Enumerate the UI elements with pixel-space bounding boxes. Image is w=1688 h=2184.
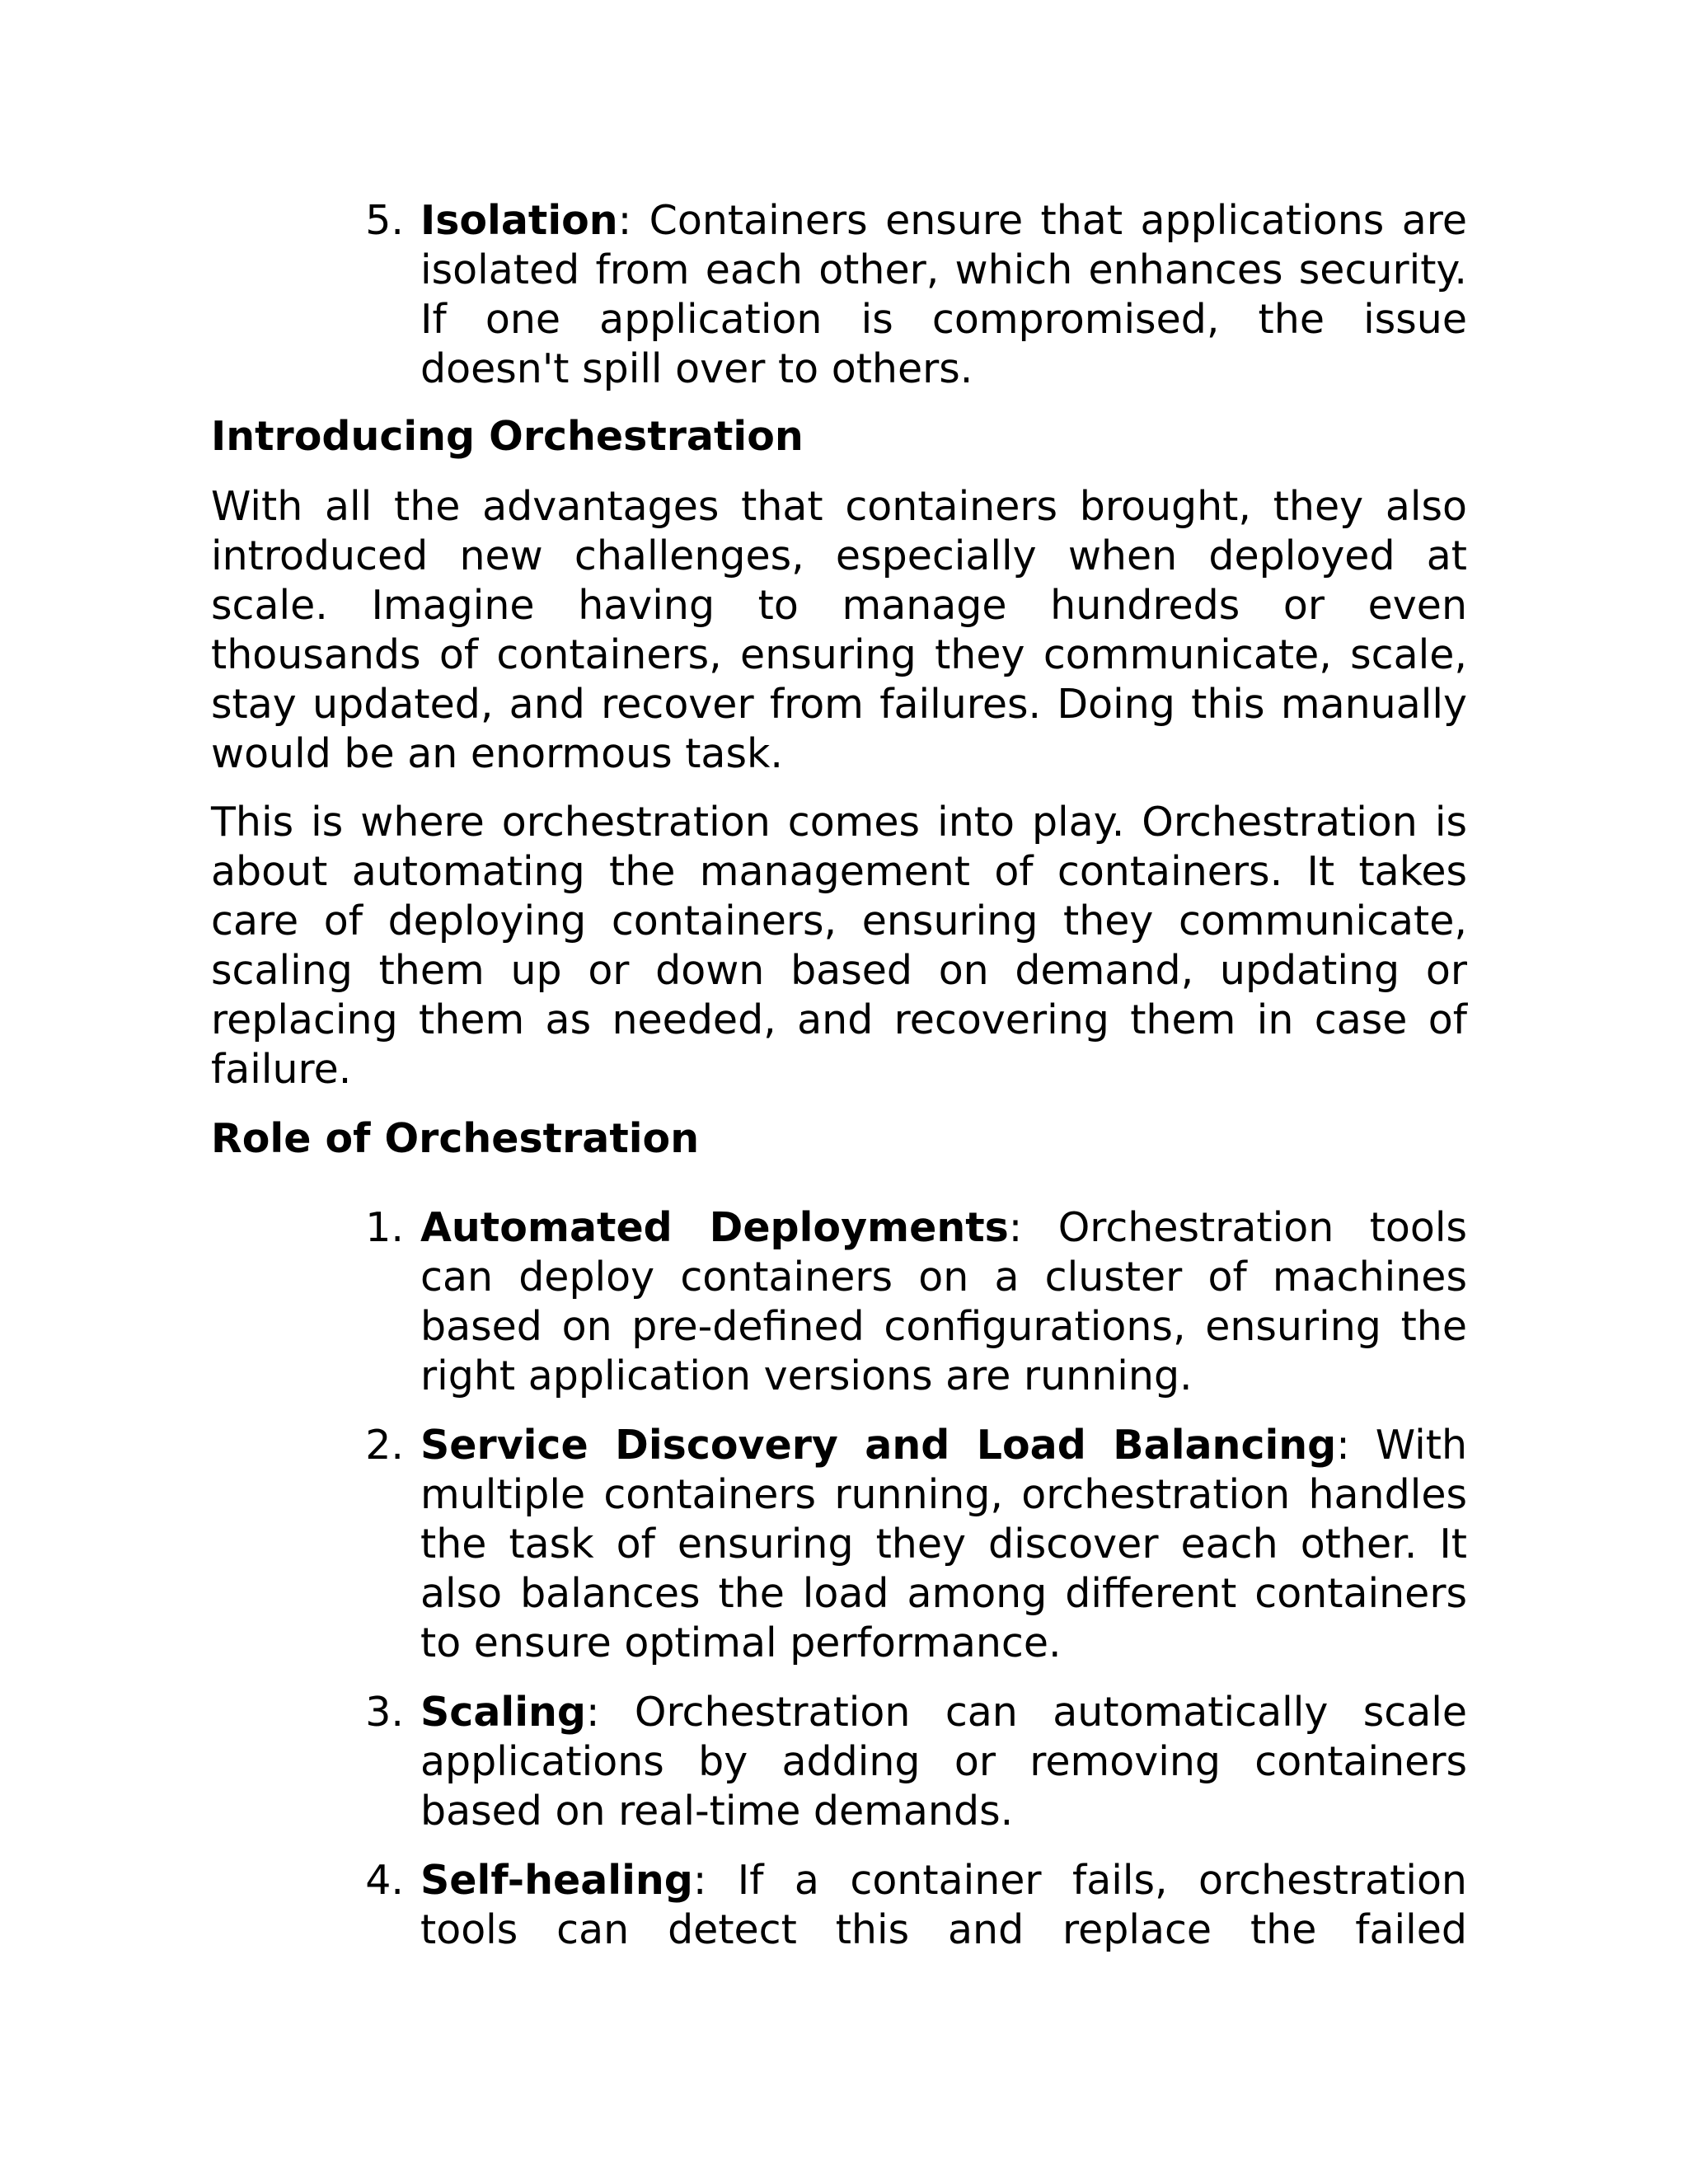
list-item-text: : Containers ensure that applications are isolated from each other, which enhances security. If one application is compromised, the issue doesn't spill over to others. — [420, 197, 1467, 392]
list-item-text: : With multiple containers running, orchestration handles the task of ensuring they discover each other. It also balances the load among different containers to ensure optimal performance. — [420, 1422, 1468, 1666]
list-number: 3. — [365, 1689, 404, 1736]
section-heading-introducing-orchestration: Introducing Orchestration — [211, 413, 804, 460]
paragraph-orchestration-definition: This is where orchestration comes into play. Orchestration is about automating the management of containers. It takes care of deploying containers, ensuring they communicate, scaling them up or down based on demand, updating or replacing them as needed, and recovering them in case of failure. — [211, 799, 1467, 1093]
paragraph-challenges: With all the advantages that containers brought, they also introduced new challenges, especially when deployed at scale. Imagine having to manage hundreds or even thousands of containers, ensuring they communicate, scale, stay updated, and recover from failures. Doing this manually would be an enormous task. — [211, 483, 1467, 777]
list-item-body — [404, 196, 1467, 394]
list-item-term: Automated Deployments — [420, 1204, 1009, 1251]
list-item-text: : Orchestration tools can deploy containers on a cluster of machines based on pre-defined configurations, ensuring the right application versions are running. — [420, 1204, 1468, 1399]
list-item-term: Service Discovery and Load Balancing — [420, 1422, 1337, 1469]
list-number: 4. — [365, 1857, 404, 1904]
list-item-text: : If a container fails, orchestration tools can detect this and replace the failed — [420, 1857, 1467, 1953]
list-number: 1. — [365, 1204, 404, 1251]
list-item-term: Scaling — [420, 1689, 586, 1736]
list-item-body — [404, 1688, 1467, 1836]
list-number: 2. — [365, 1422, 404, 1469]
list-item-body — [404, 1856, 1467, 1955]
list-item-term: Isolation — [420, 197, 618, 244]
list-item-text: : Orchestration can automatically scale applications by adding or removing containers based on real-time demands. — [420, 1689, 1467, 1835]
list-item-body — [404, 1203, 1467, 1401]
list-item-term: Self-healing — [420, 1857, 693, 1904]
list-item-body — [404, 1421, 1467, 1668]
list-number: 5. — [365, 197, 404, 244]
section-heading-role-of-orchestration: Role of Orchestration — [211, 1115, 700, 1162]
